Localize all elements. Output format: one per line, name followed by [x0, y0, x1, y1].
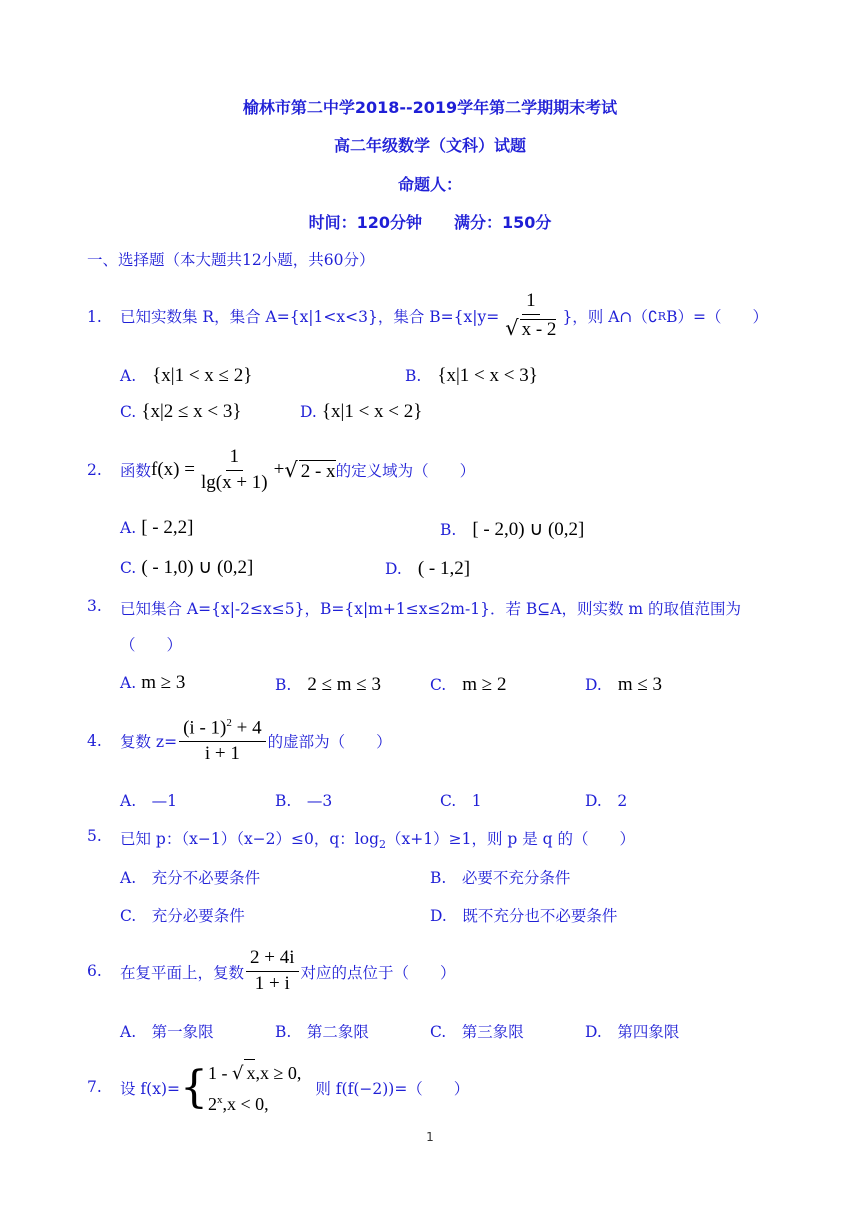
option-value: {x|1 < x ≤ 2} [152, 365, 253, 386]
option-label: C. [430, 676, 447, 694]
option-value: 充分不必要条件 [151, 869, 261, 887]
option-label: B. [275, 676, 292, 694]
option-label: D. [585, 676, 602, 694]
piecewise-cases [208, 1059, 301, 1117]
fraction-numerator: 1 [522, 291, 540, 315]
option-c[interactable] [440, 789, 482, 811]
numerator-tail: + 4 [231, 717, 262, 739]
option-value: ( - 1,0) ∪ (0,2] [141, 557, 254, 578]
q7-text-b: 则 f(f(−2))=（ ） [315, 1079, 470, 1098]
option-value: [ - 2,2] [141, 517, 194, 538]
option-b[interactable] [275, 672, 381, 696]
option-c[interactable] [120, 556, 253, 579]
option-c[interactable] [430, 672, 506, 696]
option-value: {x|1 < x < 2} [321, 401, 423, 422]
case-2 [208, 1087, 301, 1117]
q6-text-a: 在复平面上，复数 [120, 963, 245, 982]
fraction-denominator: √ x - 2 [505, 316, 557, 340]
question-number: 2. [87, 461, 102, 479]
option-value: 第二象限 [306, 1023, 369, 1041]
radicand: x [244, 1059, 255, 1086]
option-value: 2 ≤ m ≤ 3 [307, 674, 381, 695]
option-d[interactable] [430, 904, 617, 926]
option-label: B. [405, 367, 422, 385]
case-1-condition: ,x ≥ 0, [255, 1062, 302, 1083]
question-7 [120, 1060, 469, 1115]
q2-fraction [197, 447, 272, 494]
q2-function: f(x) = [151, 459, 195, 480]
q1-text-b: }，则 A∩（∁ [562, 308, 658, 326]
option-b[interactable] [405, 363, 538, 387]
fraction-numerator: 1 [226, 447, 244, 471]
question-number: 6. [87, 962, 102, 980]
option-d[interactable] [300, 401, 422, 423]
question-1 [120, 292, 768, 340]
numerator-base: (i - 1) [183, 717, 227, 739]
option-value: m ≥ 2 [462, 674, 507, 695]
option-label: D. [585, 1023, 602, 1041]
option-a[interactable] [120, 517, 193, 539]
option-label: A. [120, 1023, 137, 1041]
q5-text-b: （x+1）≥1，则 p 是 q 的（ ） [386, 830, 636, 848]
case-1-lead: 1 - [208, 1062, 232, 1083]
option-label: D. [430, 907, 447, 925]
time-score-line: 时间：120分钟 满分：150分 [308, 213, 552, 232]
exponent: 2 [226, 716, 232, 729]
option-value: [ - 2,0) ∪ (0,2] [472, 519, 585, 540]
option-a[interactable] [120, 866, 260, 888]
question-3-line1: 已知集合 A={x|-2≤x≤5}，B={x|m+1≤x≤2m-1}．若 B⊆A，则实数 m 的取值范围为 [120, 600, 742, 618]
option-value: 1 [471, 792, 482, 810]
question-number: 5. [87, 827, 102, 845]
option-value: 第三象限 [461, 1023, 524, 1041]
q7-text-a: 设 f(x)= [120, 1079, 180, 1098]
option-c[interactable] [120, 401, 242, 423]
option-c[interactable] [120, 904, 245, 926]
option-d[interactable] [585, 1020, 679, 1042]
question-3-line2: （ ） [120, 636, 183, 654]
option-value: 既不充分也不必要条件 [462, 907, 618, 925]
question-number: 4. [87, 732, 102, 750]
q4-text-a: 复数 z= [120, 733, 178, 751]
log-base: 2 [379, 838, 387, 852]
option-a[interactable] [120, 1020, 214, 1042]
option-value: m ≥ 3 [141, 672, 186, 693]
question-2 [120, 444, 475, 496]
option-value: —3 [306, 792, 333, 810]
option-value: 充分必要条件 [151, 907, 245, 925]
q4-fraction [179, 717, 265, 765]
radicand: x - 2 [521, 319, 557, 340]
school-title: 榆林市第二中学2018--2019学年第二学期期末考试 [242, 98, 618, 117]
question-5 [120, 827, 635, 851]
option-label: C. [120, 907, 137, 925]
fraction-numerator: 2 + 4i [246, 948, 299, 972]
question-6 [120, 944, 456, 999]
radicand: 2 - x [300, 460, 336, 482]
option-label: D. [385, 560, 402, 578]
case-2-condition: ,x < 0, [222, 1093, 269, 1114]
option-value: 2 [617, 792, 628, 810]
case-1: 1 - √ x,x ≥ 0, [208, 1059, 301, 1087]
q4-text-b: 的虚部为（ ） [267, 733, 392, 751]
question-4 [120, 712, 392, 770]
option-value: 第四象限 [617, 1023, 680, 1041]
question-number: 3. [87, 597, 102, 615]
option-value: {x|1 < x < 3} [437, 365, 538, 386]
fraction-denominator: i + 1 [204, 743, 240, 765]
author-line: 命题人： [397, 175, 462, 194]
q1-fraction [501, 291, 560, 341]
option-value: 必要不充分条件 [461, 869, 571, 887]
option-label: A. [120, 792, 137, 810]
exponent: x [217, 1093, 223, 1106]
case-2-base: 2 [208, 1093, 217, 1114]
option-label: B. [430, 869, 447, 887]
option-value: 第一象限 [151, 1023, 214, 1041]
section-heading: 一、选择题（本大题共12小题，共60分） [87, 251, 375, 269]
q6-fraction [246, 948, 299, 995]
question-number: 7. [87, 1078, 102, 1096]
option-d[interactable] [585, 789, 627, 811]
option-b[interactable] [275, 789, 332, 811]
option-b[interactable] [440, 517, 584, 541]
option-value: {x|2 ≤ x < 3} [141, 401, 242, 422]
option-c[interactable] [430, 1020, 524, 1042]
q2-text-b: 的定义域为（ ） [335, 462, 476, 480]
option-b[interactable] [275, 1020, 369, 1042]
left-brace: { [180, 1061, 208, 1113]
subscript-r: R [657, 309, 667, 323]
q6-text-b: 对应的点位于（ ） [300, 963, 456, 982]
option-value: ( - 1,2] [417, 558, 471, 579]
page-number: 1 [426, 1130, 434, 1144]
q2-text-a: 函数 [120, 462, 152, 480]
option-label: A. [120, 869, 137, 887]
option-label: A. [120, 674, 137, 692]
option-label: C. [120, 403, 137, 421]
option-b[interactable] [430, 866, 570, 888]
fraction-numerator [179, 717, 265, 742]
question-number: 1. [87, 308, 102, 326]
option-a[interactable] [120, 363, 252, 387]
option-label: C. [440, 792, 457, 810]
option-label: A. [120, 519, 137, 537]
q1-text-a: 已知实数集 R，集合 A={x|1<x<3}，集合 B={x|y= [120, 308, 500, 326]
fraction-denominator: lg(x + 1) [200, 471, 268, 493]
option-label: B. [275, 1023, 292, 1041]
option-label: D. [585, 792, 602, 810]
option-label: C. [430, 1023, 447, 1041]
exam-title: 高二年级数学（文科）试题 [333, 136, 526, 155]
fraction-denominator: 1 + i [254, 973, 290, 994]
option-d[interactable] [585, 672, 662, 696]
option-label: D. [300, 403, 317, 421]
option-label: B. [440, 521, 457, 539]
option-value: —1 [151, 792, 178, 810]
option-label: C. [120, 559, 137, 577]
option-label: A. [120, 367, 137, 385]
plus-sign: + [273, 459, 285, 480]
option-a[interactable] [120, 789, 177, 811]
q2-sqrt: √ 2 - x [284, 457, 336, 482]
q5-text-a: 已知 p：（x−1）（x−2）≤0，q：log [120, 830, 380, 848]
option-a[interactable] [120, 672, 185, 694]
option-label: B. [275, 792, 292, 810]
q1-text-c: B）=（ ） [666, 308, 768, 326]
option-d[interactable] [385, 556, 470, 580]
option-value: m ≤ 3 [617, 674, 663, 695]
